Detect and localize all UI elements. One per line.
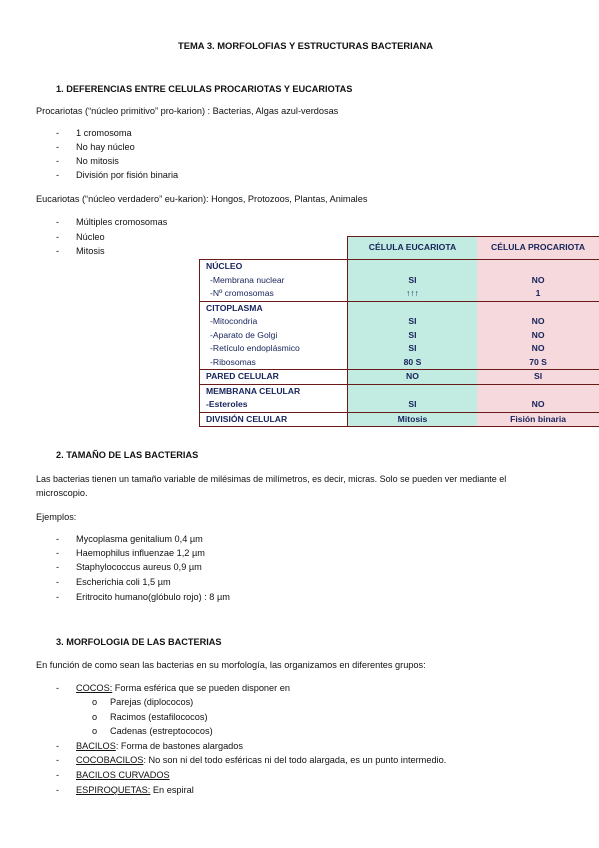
eucariotas-intro: Eucariotas (“núcleo verdadero” eu-karion): Hongos, Protozoos, Plantas, Animales (36, 194, 368, 204)
list-item: - ESPIROQUETAS: En espiral (56, 785, 194, 795)
table-row: PARED CELULAR NO SI (200, 370, 599, 385)
list-item: o Parejas (diplococos) (92, 697, 194, 707)
list-item: - No hay núcleo (56, 142, 135, 152)
list-item: o Racimos (estafilococos) (92, 712, 208, 722)
col-header-eucariota: CÉLULA EUCARIOTA (347, 237, 477, 260)
table-row: MEMBRANA CELULAR (200, 384, 599, 398)
table-row: CITOPLASMA (200, 301, 599, 315)
table-row: -Esteroles SI NO (200, 398, 599, 412)
table-row: -Aparato de Golgi SI NO (200, 329, 599, 343)
list-item: - Haemophilus influenzae 1,2 µm (56, 548, 205, 558)
table-row: NÚCLEO (200, 260, 599, 274)
examples-label: Ejemplos: (36, 512, 77, 522)
list-item: - BACILOS: Forma de bastones alargados (56, 741, 243, 751)
list-item: - Staphylococcus aureus 0,9 µm (56, 562, 202, 572)
list-item: - No mitosis (56, 156, 119, 166)
list-item: o Cadenas (estreptococos) (92, 726, 213, 736)
table-row: -Retículo endoplásmico SI NO (200, 342, 599, 356)
table-row: -Ribosomas 80 S 70 S (200, 356, 599, 370)
section-2-heading: 2. TAMAÑO DE LAS BACTERIAS (56, 450, 199, 460)
list-item: - División por fisión binaria (56, 170, 179, 180)
list-item: - Núcleo (56, 232, 105, 242)
table-row: -Mitocondria SI NO (200, 315, 599, 329)
list-item: - Mitosis (56, 246, 105, 256)
table-row: DIVISIÓN CELULAR Mitosis Fisión binaria (200, 412, 599, 427)
table-row: -Membrana nuclear SI NO (200, 274, 599, 288)
section-1-heading: 1. DEFERENCIAS ENTRE CELULAS PROCARIOTAS Y EUCARIOTAS (56, 84, 353, 94)
comparison-table (199, 236, 599, 427)
section-3-heading: 3. MORFOLOGIA DE LAS BACTERIAS (56, 637, 222, 647)
size-paragraph-line-2: microscopio. (36, 488, 88, 498)
list-item: - 1 cromosoma (56, 128, 132, 138)
procariotas-intro: Procariotas (“núcleo primitivo” pro-karion) : Bacterias, Algas azul-verdosas (36, 106, 339, 116)
list-item: - Eritrocito humano(glóbulo rojo) : 8 µm (56, 592, 230, 602)
document-title: TEMA 3. MORFOLOFIAS Y ESTRUCTURAS BACTERIANA (178, 40, 434, 51)
morphology-intro: En función de como sean las bacterias en su morfología, las organizamos en diferentes grupos: (36, 660, 426, 670)
table-row: -Nº cromosomas ↑↑↑ 1 (200, 287, 599, 301)
list-item: - Escherichia coli 1,5 µm (56, 577, 171, 587)
list-item: - Mycoplasma genitalium 0,4 µm (56, 534, 203, 544)
list-item: - COCOS: Forma esférica que se pueden disponer en (56, 683, 290, 693)
list-item: - Múltiples cromosomas (56, 217, 168, 227)
size-paragraph-line-1: Las bacterias tienen un tamaño variable de milésimas de milímetros, es decir, micras. Solo se pueden ver mediante el (36, 474, 507, 484)
list-item: - BACILOS CURVADOS (56, 770, 170, 780)
col-header-procariota: CÉLULA PROCARIOTA (477, 237, 599, 260)
list-item: - COCOBACILOS: No son ni del todo esféricas ni del todo alargada, es un punto intermedio. (56, 755, 447, 765)
